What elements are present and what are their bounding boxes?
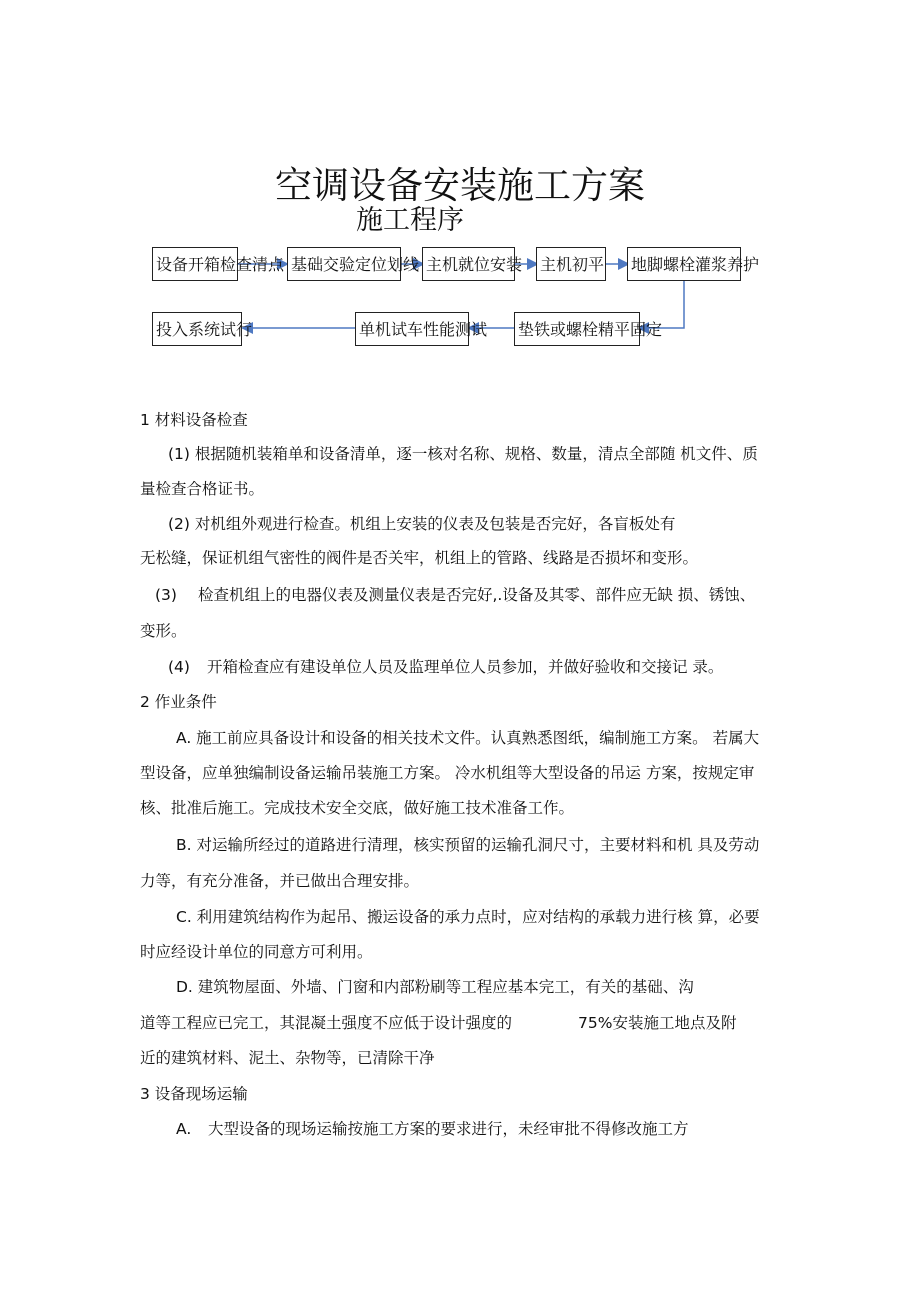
s2-item-c-line-2: 时应经设计单位的同意方可利用。 (140, 943, 373, 961)
flow-step-anchor-grouting: 地脚螺栓灌浆养护 (627, 247, 741, 281)
s3-item-a-line-1: 大型设备的现场运输按施工方案的要求进行，未经审批不得修改施工方 (208, 1120, 689, 1138)
s3-item-a-number: A. (176, 1120, 192, 1138)
s2-item-a-line-2: 型设备，应单独编制设备运输吊装施工方案。 冷水机组等大型设备的吊运 方案，按规定审 (140, 764, 755, 782)
s2-item-a-line-1: A. 施工前应具备设计和设备的相关技术文件。认真熟悉图纸，编制施工方案。 若属大 (176, 729, 760, 747)
flow-step-system-operation: 投入系统试行 (152, 312, 242, 346)
s2-item-c-line-1: C. 利用建筑结构作为起吊、搬运设备的承力点时，应对结构的承载力进行核 算，必要 (176, 908, 760, 926)
s1-item-2-line-2: 无松缝，保证机组气密性的阀件是否关牢，机组上的管路、线路是否损坏和变形。 (140, 549, 699, 567)
s1-item-4-number: (4) (168, 658, 190, 676)
process-flowchart (0, 0, 920, 380)
section-2-heading: 2 作业条件 (140, 693, 217, 711)
s2-item-b-line-1: B. 对运输所经过的道路进行清理，核实预留的运输孔洞尺寸，主要材料和机 具及劳动 (176, 836, 760, 854)
s2-item-d-line-2a: 道等工程应已完工，其混凝土强度不应低于设计强度的 (140, 1014, 513, 1032)
s2-item-a-line-3: 核、批准后施工。完成技术安全交底，做好施工技术准备工作。 (140, 799, 575, 817)
s1-item-1-line-1: (1) 根据随机装箱单和设备清单，逐一核对名称、规格、数量，清点全部随 机文件、质 (168, 445, 758, 463)
s1-item-4-line-1: 开箱检查应有建设单位人员及监理单位人员参加，并做好验收和交接记 录。 (207, 658, 724, 676)
s2-item-d-line-1: D. 建筑物屋面、外墙、门窗和内部粉刷等工程应基本完工，有关的基础、沟 (176, 978, 694, 996)
s2-item-d-line-2b: 75%安装施工地点及附 (578, 1014, 737, 1032)
flow-heading: 施工程序 (356, 205, 464, 236)
s1-item-3-line-2: 变形。 (140, 622, 187, 640)
s2-item-b-line-2: 力等，有充分准备，并已做出合理安排。 (140, 872, 420, 890)
flow-step-unpack-inspect: 设备开箱检查清点 (152, 247, 238, 281)
section-1-heading: 1 材料设备检查 (140, 411, 248, 429)
page-title: 空调设备安装施工方案 (275, 163, 645, 207)
s1-item-1-line-2: 量检查合格证书。 (140, 480, 265, 498)
s1-item-3-number: (3) (155, 586, 177, 604)
flow-step-initial-leveling: 主机初平 (536, 247, 606, 281)
flow-step-unit-positioning: 主机就位安装 (422, 247, 515, 281)
s2-item-d-line-3: 近的建筑材料、泥土、杂物等，已清除干净 (140, 1049, 435, 1067)
flow-step-trial-run: 单机试车性能测试 (355, 312, 469, 346)
flow-step-foundation-check: 基础交验定位划线 (287, 247, 401, 281)
flow-step-fine-leveling: 垫铁或螺栓精平固定 (514, 312, 640, 346)
s1-item-2-line-1: (2) 对机组外观进行检查。机组上安装的仪表及包装是否完好，各盲板处有 (168, 515, 676, 533)
s1-item-3-line-1: 检查机组上的电器仪表及测量仪表是否完好,.设备及其零、部件应无缺 损、锈蚀、 (198, 586, 756, 604)
section-3-heading: 3 设备现场运输 (140, 1085, 248, 1103)
